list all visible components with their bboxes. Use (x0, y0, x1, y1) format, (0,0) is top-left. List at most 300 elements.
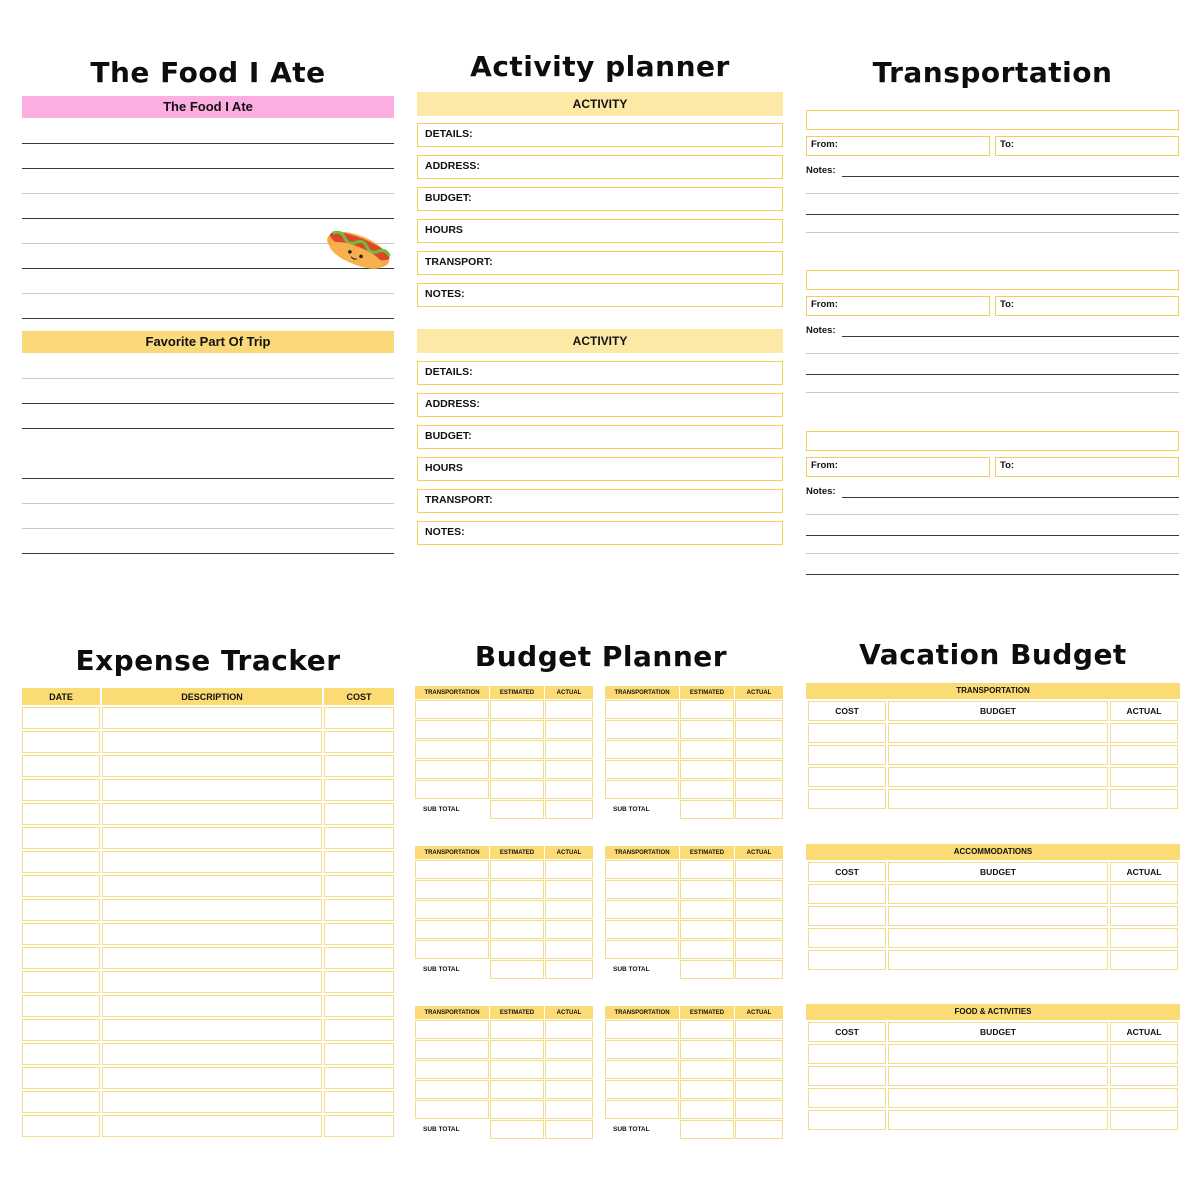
expense-cost-cell[interactable] (324, 899, 394, 921)
budget-item-cell[interactable] (605, 1040, 679, 1059)
vacation-budget-cell[interactable] (888, 1110, 1108, 1130)
budget-estimated-cell[interactable] (680, 700, 734, 719)
budget-estimated-cell[interactable] (490, 1100, 544, 1119)
expense-description-cell[interactable] (102, 1115, 322, 1137)
budget-header-estimated: ESTIMATED (680, 686, 734, 699)
expense-description-cell[interactable] (102, 707, 322, 729)
budget-estimated-cell[interactable] (490, 1080, 544, 1099)
vacation-budget-cell[interactable] (888, 906, 1108, 926)
expense-row (22, 779, 394, 801)
budget-item-cell[interactable] (605, 1020, 679, 1039)
expense-description-cell[interactable] (102, 1067, 322, 1089)
vacation-section-header: FOOD & ACTIVITIES (806, 1004, 1180, 1020)
vacation-cost-cell[interactable] (808, 1044, 886, 1064)
budget-actual-cell[interactable] (735, 780, 783, 799)
expense-cost-cell[interactable] (324, 803, 394, 825)
budget-actual-cell[interactable] (545, 900, 593, 919)
budget-estimated-cell[interactable] (680, 760, 734, 779)
subtotal-actual-cell[interactable] (545, 960, 593, 979)
expense-cost-cell[interactable] (324, 1019, 394, 1041)
activity-header: ACTIVITY (417, 92, 783, 116)
notes-line (806, 574, 1179, 575)
budget-estimated-cell[interactable] (680, 940, 734, 959)
budget-estimated-cell[interactable] (490, 1040, 544, 1059)
notes-label: Notes: (806, 486, 836, 497)
expense-description-cell[interactable] (102, 947, 322, 969)
transport-from-field[interactable] (806, 457, 990, 477)
food-line (22, 318, 394, 319)
budget-header-actual: ACTUAL (545, 1006, 593, 1019)
budget-subtotal-row (605, 800, 783, 819)
expense-date-cell[interactable] (22, 1043, 100, 1065)
expense-description-cell[interactable] (102, 995, 322, 1017)
budget-estimated-cell[interactable] (490, 1020, 544, 1039)
budget-row (415, 900, 593, 919)
activity-field[interactable]: BUDGET: (417, 425, 783, 449)
notes-line (842, 176, 1179, 177)
budget-subtotal-row (415, 960, 593, 979)
budget-actual-cell[interactable] (735, 860, 783, 879)
vacation-cost-cell[interactable] (808, 723, 886, 743)
budget-row (605, 760, 783, 779)
budget-actual-cell[interactable] (545, 860, 593, 879)
transport-to-field[interactable] (995, 136, 1179, 156)
budget-actual-cell[interactable] (735, 720, 783, 739)
expense-date-cell[interactable] (22, 899, 100, 921)
vacation-actual-cell[interactable] (1110, 1110, 1178, 1130)
subtotal-actual-cell[interactable] (545, 1120, 593, 1139)
budget-estimated-cell[interactable] (680, 900, 734, 919)
transport-from-field[interactable] (806, 296, 990, 316)
activity-field[interactable]: TRANSPORT: (417, 489, 783, 513)
budget-item-cell[interactable] (415, 860, 489, 879)
expense-date-cell[interactable] (22, 1115, 100, 1137)
vacation-actual-cell[interactable] (1110, 1044, 1178, 1064)
subtotal-estimated-cell[interactable] (490, 800, 544, 819)
activity-field[interactable]: DETAILS: (417, 123, 783, 147)
expense-date-cell[interactable] (22, 707, 100, 729)
expense-date-cell[interactable] (22, 731, 100, 753)
budget-item-cell[interactable] (415, 720, 489, 739)
expense-cost-cell[interactable] (324, 923, 394, 945)
budget-actual-cell[interactable] (545, 940, 593, 959)
budget-item-cell[interactable] (605, 740, 679, 759)
to-label: To: (1000, 460, 1015, 471)
favorite-line (22, 503, 394, 504)
vacation-section (806, 844, 1180, 972)
budget-panel (414, 635, 788, 1155)
expense-description-cell[interactable] (102, 1091, 322, 1113)
expense-date-cell[interactable] (22, 851, 100, 873)
transport-mode-field[interactable] (806, 110, 1179, 130)
budget-estimated-cell[interactable] (490, 720, 544, 739)
budget-estimated-cell[interactable] (680, 1100, 734, 1119)
expense-cost-cell[interactable] (324, 1115, 394, 1137)
budget-estimated-cell[interactable] (490, 780, 544, 799)
expense-date-cell[interactable] (22, 1019, 100, 1041)
vacation-budget-cell[interactable] (888, 1088, 1108, 1108)
notes-line (842, 336, 1179, 337)
budget-actual-cell[interactable] (545, 1020, 593, 1039)
expense-date-cell[interactable] (22, 1091, 100, 1113)
expense-description-cell[interactable] (102, 971, 322, 993)
expense-description-cell[interactable] (102, 803, 322, 825)
expense-date-cell[interactable] (22, 1067, 100, 1089)
expense-cost-cell[interactable] (324, 875, 394, 897)
budget-actual-cell[interactable] (735, 880, 783, 899)
subtotal-actual-cell[interactable] (545, 800, 593, 819)
favorite-line (22, 553, 394, 554)
subtotal-estimated-cell[interactable] (680, 960, 734, 979)
expense-cost-cell[interactable] (324, 1091, 394, 1113)
expense-cost-cell[interactable] (324, 971, 394, 993)
budget-actual-cell[interactable] (735, 1080, 783, 1099)
vacation-actual-cell[interactable] (1110, 745, 1178, 765)
budget-row (415, 1040, 593, 1059)
vacation-header-actual: ACTUAL (1110, 1022, 1178, 1042)
subtotal-actual-cell[interactable] (735, 1120, 783, 1139)
budget-item-cell[interactable] (605, 940, 679, 959)
expense-description-cell[interactable] (102, 1019, 322, 1041)
vacation-section (806, 683, 1180, 811)
budget-header-category: TRANSPORTATION (415, 686, 489, 699)
expense-date-cell[interactable] (22, 971, 100, 993)
expense-row (22, 899, 394, 921)
expense-row (22, 995, 394, 1017)
budget-subtotal-row (415, 1120, 593, 1139)
budget-item-cell[interactable] (415, 1020, 489, 1039)
budget-row (605, 920, 783, 939)
vacation-header-actual: ACTUAL (1110, 701, 1178, 721)
budget-actual-cell[interactable] (735, 940, 783, 959)
budget-item-cell[interactable] (415, 1040, 489, 1059)
vacation-row (808, 767, 1178, 787)
activity-field[interactable]: HOURS (417, 457, 783, 481)
notes-line (806, 514, 1179, 515)
vacation-actual-cell[interactable] (1110, 1066, 1178, 1086)
budget-estimated-cell[interactable] (680, 1020, 734, 1039)
budget-actual-cell[interactable] (545, 700, 593, 719)
expense-row (22, 851, 394, 873)
budget-actual-cell[interactable] (735, 1060, 783, 1079)
budget-row (605, 1040, 783, 1059)
notes-label: Notes: (806, 165, 836, 176)
budget-estimated-cell[interactable] (490, 1060, 544, 1079)
vacation-header-budget: BUDGET (888, 862, 1108, 882)
favorite-line (22, 478, 394, 479)
budget-actual-cell[interactable] (735, 700, 783, 719)
vacation-table (806, 1020, 1180, 1132)
subtotal-actual-cell[interactable] (735, 960, 783, 979)
budget-actual-cell[interactable] (545, 1060, 593, 1079)
vacation-cost-cell[interactable] (808, 1110, 886, 1130)
notes-line (842, 497, 1179, 498)
vacation-header-cost: COST (808, 862, 886, 882)
budget-actual-cell[interactable] (545, 720, 593, 739)
budget-item-cell[interactable] (415, 1080, 489, 1099)
budget-item-cell[interactable] (415, 760, 489, 779)
vacation-header-cost: COST (808, 1022, 886, 1042)
budget-header-actual: ACTUAL (735, 846, 783, 859)
budget-item-cell[interactable] (415, 900, 489, 919)
budget-actual-cell[interactable] (735, 1100, 783, 1119)
expense-date-cell[interactable] (22, 947, 100, 969)
vacation-cost-cell[interactable] (808, 928, 886, 948)
budget-item-cell[interactable] (605, 1100, 679, 1119)
vacation-budget-cell[interactable] (888, 767, 1108, 787)
vacation-budget-cell[interactable] (888, 884, 1108, 904)
vacation-header-cost: COST (808, 701, 886, 721)
budget-item-cell[interactable] (415, 880, 489, 899)
expense-cost-cell[interactable] (324, 851, 394, 873)
budget-row (605, 740, 783, 759)
transport-mode-field[interactable] (806, 270, 1179, 290)
expense-row (22, 755, 394, 777)
budget-actual-cell[interactable] (545, 740, 593, 759)
expense-row (22, 1043, 394, 1065)
vacation-actual-cell[interactable] (1110, 950, 1178, 970)
budget-item-cell[interactable] (415, 740, 489, 759)
budget-estimated-cell[interactable] (680, 1080, 734, 1099)
vacation-header-budget: BUDGET (888, 1022, 1108, 1042)
expense-date-cell[interactable] (22, 779, 100, 801)
expense-row (22, 923, 394, 945)
transport-to-field[interactable] (995, 296, 1179, 316)
activity-field[interactable]: ADDRESS: (417, 393, 783, 417)
expense-description-cell[interactable] (102, 851, 322, 873)
budget-table-block (604, 685, 784, 820)
budget-row (605, 940, 783, 959)
subtotal-estimated-cell[interactable] (490, 1120, 544, 1139)
budget-row (415, 720, 593, 739)
vacation-budget-cell[interactable] (888, 1066, 1108, 1086)
budget-actual-cell[interactable] (735, 740, 783, 759)
activity-field[interactable]: BUDGET: (417, 187, 783, 211)
budget-actual-cell[interactable] (545, 1080, 593, 1099)
vacation-budget-cell[interactable] (888, 789, 1108, 809)
budget-estimated-cell[interactable] (490, 740, 544, 759)
budget-estimated-cell[interactable] (680, 920, 734, 939)
transport-to-field[interactable] (995, 457, 1179, 477)
expense-header-date: DATE (22, 688, 100, 705)
vacation-row (808, 928, 1178, 948)
expense-description-cell[interactable] (102, 1043, 322, 1065)
budget-table (604, 845, 784, 980)
vacation-cost-cell[interactable] (808, 884, 886, 904)
budget-item-cell[interactable] (605, 1060, 679, 1079)
activity-title: Activity planner (470, 50, 730, 83)
expense-table (20, 686, 396, 1139)
vacation-actual-cell[interactable] (1110, 906, 1178, 926)
budget-header-estimated: ESTIMATED (490, 1006, 544, 1019)
vacation-actual-cell[interactable] (1110, 884, 1178, 904)
expense-row (22, 1091, 394, 1113)
budget-header-category: TRANSPORTATION (415, 1006, 489, 1019)
expense-description-cell[interactable] (102, 755, 322, 777)
expense-cost-cell[interactable] (324, 707, 394, 729)
transport-group (806, 110, 1179, 270)
vacation-cost-cell[interactable] (808, 1088, 886, 1108)
vacation-budget-cell[interactable] (888, 928, 1108, 948)
vacation-cost-cell[interactable] (808, 745, 886, 765)
budget-item-cell[interactable] (605, 860, 679, 879)
budget-actual-cell[interactable] (545, 920, 593, 939)
budget-item-cell[interactable] (605, 780, 679, 799)
vacation-budget-cell[interactable] (888, 723, 1108, 743)
subtotal-actual-cell[interactable] (735, 800, 783, 819)
vacation-cost-cell[interactable] (808, 789, 886, 809)
activity-field[interactable]: ADDRESS: (417, 155, 783, 179)
vacation-row (808, 723, 1178, 743)
budget-estimated-cell[interactable] (680, 1060, 734, 1079)
favorite-line (22, 378, 394, 379)
budget-table-block (604, 1005, 784, 1140)
vacation-cost-cell[interactable] (808, 1066, 886, 1086)
budget-item-cell[interactable] (415, 780, 489, 799)
budget-estimated-cell[interactable] (490, 700, 544, 719)
vacation-budget-cell[interactable] (888, 745, 1108, 765)
expense-date-cell[interactable] (22, 923, 100, 945)
budget-actual-cell[interactable] (735, 900, 783, 919)
budget-actual-cell[interactable] (545, 1100, 593, 1119)
budget-actual-cell[interactable] (545, 780, 593, 799)
vacation-actual-cell[interactable] (1110, 1088, 1178, 1108)
expense-cost-cell[interactable] (324, 947, 394, 969)
transport-mode-field[interactable] (806, 431, 1179, 451)
expense-description-cell[interactable] (102, 731, 322, 753)
budget-item-cell[interactable] (605, 920, 679, 939)
expense-row (22, 827, 394, 849)
vacation-row (808, 1066, 1178, 1086)
expense-cost-cell[interactable] (324, 995, 394, 1017)
vacation-cost-cell[interactable] (808, 950, 886, 970)
expense-panel (20, 640, 396, 1150)
budget-row (605, 880, 783, 899)
expense-date-cell[interactable] (22, 755, 100, 777)
expense-date-cell[interactable] (22, 803, 100, 825)
budget-item-cell[interactable] (605, 900, 679, 919)
budget-item-cell[interactable] (605, 700, 679, 719)
food-line (22, 168, 394, 169)
food-line (22, 193, 394, 194)
vacation-actual-cell[interactable] (1110, 928, 1178, 948)
notes-line (806, 374, 1179, 375)
vacation-actual-cell[interactable] (1110, 789, 1178, 809)
budget-row (415, 700, 593, 719)
food-line (22, 218, 394, 219)
budget-item-cell[interactable] (415, 940, 489, 959)
activity-field[interactable]: DETAILS: (417, 361, 783, 385)
budget-estimated-cell[interactable] (490, 900, 544, 919)
budget-estimated-cell[interactable] (680, 720, 734, 739)
expense-date-cell[interactable] (22, 827, 100, 849)
expense-cost-cell[interactable] (324, 827, 394, 849)
budget-item-cell[interactable] (415, 1060, 489, 1079)
expense-date-cell[interactable] (22, 995, 100, 1017)
budget-item-cell[interactable] (605, 720, 679, 739)
expense-description-cell[interactable] (102, 899, 322, 921)
vacation-table (806, 860, 1180, 972)
budget-header-category: TRANSPORTATION (605, 686, 679, 699)
vacation-row (808, 906, 1178, 926)
subtotal-estimated-cell[interactable] (490, 960, 544, 979)
activity-field[interactable]: NOTES: (417, 283, 783, 307)
activity-field[interactable]: HOURS (417, 219, 783, 243)
budget-actual-cell[interactable] (735, 1040, 783, 1059)
expense-cost-cell[interactable] (324, 731, 394, 753)
expense-cost-cell[interactable] (324, 779, 394, 801)
budget-estimated-cell[interactable] (490, 940, 544, 959)
budget-estimated-cell[interactable] (680, 780, 734, 799)
budget-table (414, 1005, 594, 1140)
food-line (22, 143, 394, 144)
activity-field[interactable]: NOTES: (417, 521, 783, 545)
vacation-row (808, 1110, 1178, 1130)
favorite-line (22, 428, 394, 429)
budget-estimated-cell[interactable] (490, 920, 544, 939)
food-panel (22, 50, 394, 560)
budget-row (605, 700, 783, 719)
budget-item-cell[interactable] (605, 880, 679, 899)
vacation-cost-cell[interactable] (808, 767, 886, 787)
budget-estimated-cell[interactable] (680, 740, 734, 759)
vacation-actual-cell[interactable] (1110, 767, 1178, 787)
expense-description-cell[interactable] (102, 923, 322, 945)
notes-line (806, 214, 1179, 215)
vacation-actual-cell[interactable] (1110, 723, 1178, 743)
budget-item-cell[interactable] (415, 700, 489, 719)
budget-actual-cell[interactable] (545, 880, 593, 899)
subtotal-label: SUB TOTAL (613, 966, 650, 973)
budget-estimated-cell[interactable] (490, 760, 544, 779)
budget-header-actual: ACTUAL (735, 686, 783, 699)
notes-line (806, 535, 1179, 536)
subtotal-estimated-cell[interactable] (680, 800, 734, 819)
vacation-budget-cell[interactable] (888, 950, 1108, 970)
expense-title: Expense Tracker (75, 644, 341, 677)
budget-actual-cell[interactable] (735, 1020, 783, 1039)
budget-item-cell[interactable] (415, 920, 489, 939)
budget-item-cell[interactable] (415, 1100, 489, 1119)
budget-header-category: TRANSPORTATION (605, 846, 679, 859)
expense-description-cell[interactable] (102, 827, 322, 849)
transport-from-field[interactable] (806, 136, 990, 156)
activity-field[interactable]: TRANSPORT: (417, 251, 783, 275)
budget-estimated-cell[interactable] (680, 860, 734, 879)
expense-cost-cell[interactable] (324, 1067, 394, 1089)
vacation-budget-cell[interactable] (888, 1044, 1108, 1064)
expense-description-cell[interactable] (102, 875, 322, 897)
expense-description-cell[interactable] (102, 779, 322, 801)
budget-estimated-cell[interactable] (680, 880, 734, 899)
budget-estimated-cell[interactable] (490, 860, 544, 879)
budget-item-cell[interactable] (605, 1080, 679, 1099)
expense-date-cell[interactable] (22, 875, 100, 897)
expense-cost-cell[interactable] (324, 755, 394, 777)
budget-estimated-cell[interactable] (680, 1040, 734, 1059)
budget-actual-cell[interactable] (545, 1040, 593, 1059)
budget-estimated-cell[interactable] (490, 880, 544, 899)
budget-actual-cell[interactable] (545, 760, 593, 779)
budget-actual-cell[interactable] (735, 760, 783, 779)
expense-cost-cell[interactable] (324, 1043, 394, 1065)
budget-actual-cell[interactable] (735, 920, 783, 939)
budget-table-block (414, 685, 594, 820)
subtotal-estimated-cell[interactable] (680, 1120, 734, 1139)
vacation-cost-cell[interactable] (808, 906, 886, 926)
notes-line (806, 232, 1179, 233)
budget-item-cell[interactable] (605, 760, 679, 779)
